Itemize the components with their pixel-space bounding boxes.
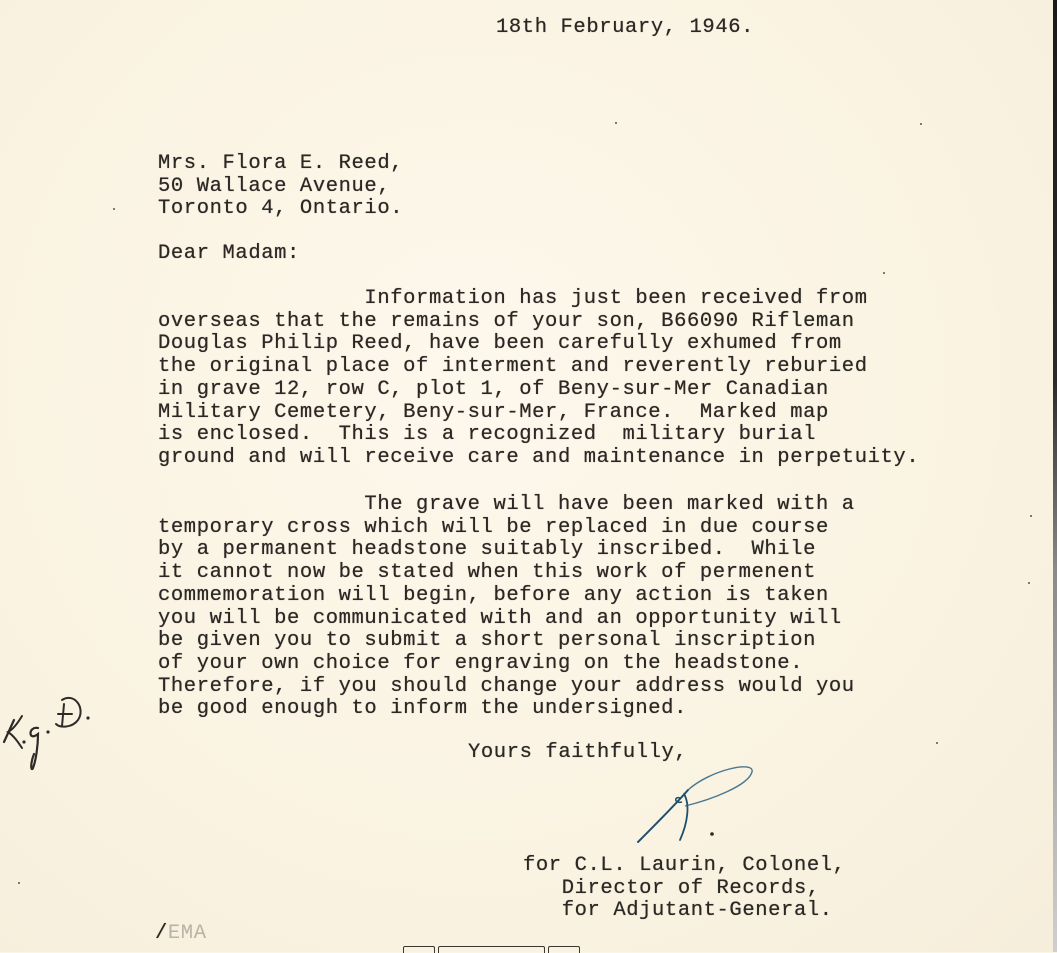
paragraph-line: by a permanent headstone suitably inscribed. While: [158, 538, 817, 562]
paragraph-line: it cannot now be stated when this work of permenent: [158, 561, 817, 585]
complimentary-close: Yours faithfully,: [468, 741, 688, 764]
paragraph-line: commemoration will begin, before any action is taken: [158, 583, 829, 607]
paragraph-line: be good enough to inform the undersigned.: [158, 697, 687, 721]
paper-speck: [920, 123, 922, 125]
recipient-line-street: 50 Wallace Avenue,: [158, 174, 391, 198]
recipient-line-city: Toronto 4, Ontario.: [158, 197, 404, 221]
paper-speck: [883, 272, 885, 274]
paragraph-line: be given you to submit a short personal inscription: [158, 629, 817, 653]
letter-date: 18th February, 1946.: [496, 16, 755, 39]
paragraph-line: overseas that the remains of your son, B66090 Rifleman: [158, 309, 855, 333]
signatory-line: for C.L. Laurin, Colonel,: [523, 854, 846, 877]
handwritten-margin-note: [0, 690, 120, 780]
paragraph-line: is enclosed. This is a recognized military burial: [158, 423, 817, 447]
body-paragraph-1: [158, 288, 919, 470]
recipient-line-name: Mrs. Flora E. Reed,: [158, 152, 404, 175]
signatory-office-line: for Adjutant-General.: [523, 899, 833, 923]
typist-initials: EMA: [167, 922, 207, 945]
paper-speck: [113, 208, 115, 210]
paragraph-line: you will be communicated with and an opportunity will: [158, 606, 842, 630]
paragraph-line: Douglas Philip Reed, have been carefully exhumed from: [158, 332, 842, 356]
signatory-title-line: Director of Records,: [523, 876, 820, 900]
salutation: Dear Madam:: [158, 242, 300, 265]
paragraph-line: ground and will receive care and maintenance in perpetuity.: [158, 445, 920, 469]
scan-edge: [1053, 0, 1057, 952]
body-paragraph-2: [158, 494, 855, 721]
paper-speck: [615, 122, 617, 124]
paragraph-line: The grave will have been marked with a: [158, 493, 855, 516]
paragraph-line: temporary cross which will be replaced in due course: [158, 515, 829, 539]
paragraph-line: the original place of interment and reverently reburied: [158, 355, 868, 379]
signature-block: [523, 855, 846, 923]
paragraph-line: in grave 12, row C, plot 1, of Beny-sur-Mer Canadian: [158, 377, 829, 401]
paper-speck: [1028, 582, 1030, 584]
reference-initials: [155, 923, 207, 946]
paper-speck: [1030, 515, 1032, 517]
paragraph-line: Military Cemetery, Beny-sur-Mer, France. Marked map: [158, 400, 829, 424]
paper-speck: [936, 742, 938, 744]
paper-speck: [18, 882, 20, 884]
paragraph-line: of your own choice for engraving on the headstone.: [158, 651, 804, 675]
signature-mark: [630, 760, 770, 850]
recipient-address: [158, 153, 403, 221]
paragraph-line: Therefore, if you should change your address would you: [158, 674, 855, 698]
paragraph-line: Information has just been received from: [158, 287, 868, 310]
reference-slash: /: [155, 922, 168, 945]
